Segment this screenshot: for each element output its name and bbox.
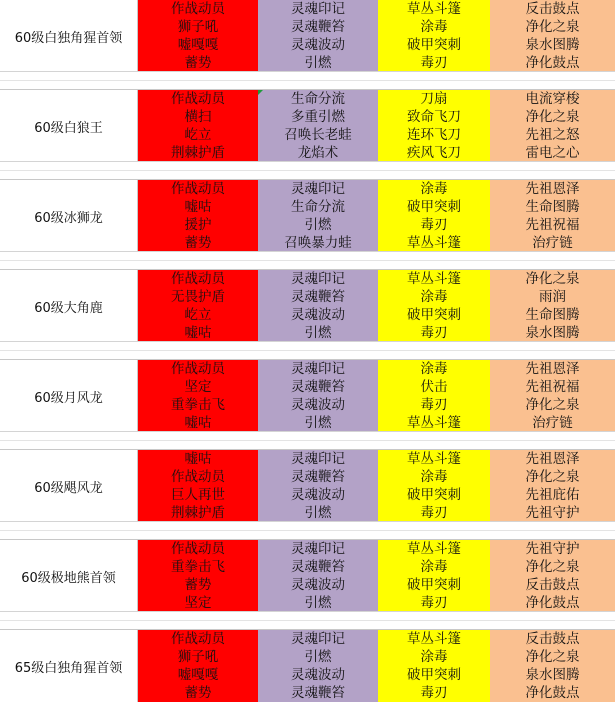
pet-row xyxy=(0,0,615,72)
skill-column-1 xyxy=(138,270,258,342)
skill-cell[interactable]: 引燃 xyxy=(304,649,332,665)
skill-cell[interactable]: 草丛斗篷 xyxy=(407,235,461,251)
skill-cell[interactable]: 先祖恩泽 xyxy=(525,361,580,377)
skill-column-3 xyxy=(378,450,490,522)
skill-column-2 xyxy=(258,180,378,252)
pet-name-cell[interactable]: 60级大角鹿 xyxy=(0,270,138,342)
spacer-row xyxy=(0,431,615,449)
skill-cell[interactable]: 灵魂印记 xyxy=(291,541,345,557)
skill-cell[interactable]: 净化之泉 xyxy=(525,559,580,575)
skill-cell[interactable]: 净化之泉 xyxy=(525,469,580,485)
skill-cell[interactable]: 净化鼓点 xyxy=(525,55,580,71)
skill-cell[interactable]: 灵魂印记 xyxy=(291,451,345,467)
skill-cell[interactable]: 致命飞刀 xyxy=(407,109,461,125)
pet-name-cell[interactable]: 60级月风龙 xyxy=(0,360,138,432)
skill-cell[interactable]: 坚定 xyxy=(184,595,212,611)
skill-cell[interactable]: 作战动员 xyxy=(171,181,225,197)
skill-cell[interactable]: 重拳击飞 xyxy=(171,397,225,413)
skill-cell[interactable]: 净化之泉 xyxy=(525,397,580,413)
skill-cell[interactable]: 破甲突刺 xyxy=(407,487,461,503)
pet-name-cell[interactable]: 65级白独角猩首领 xyxy=(0,630,138,702)
skill-cell[interactable]: 灵魂鞭笞 xyxy=(291,379,345,395)
skill-cell[interactable]: 毒刃 xyxy=(420,325,448,341)
skill-cell[interactable]: 灵魂鞭笞 xyxy=(291,289,345,305)
skill-column-4 xyxy=(490,630,615,702)
skill-cell[interactable]: 先祖祝福 xyxy=(525,379,580,395)
skill-cell[interactable]: 生命图腾 xyxy=(525,199,580,215)
pet-row xyxy=(0,269,615,342)
spacer-row xyxy=(0,521,615,539)
skill-cell[interactable]: 先祖庇佑 xyxy=(525,487,580,503)
skill-cell[interactable]: 涂毒 xyxy=(420,649,448,665)
skill-cell[interactable]: 泉水图腾 xyxy=(525,667,580,683)
comment-marker-icon xyxy=(258,90,263,95)
skill-cell[interactable]: 灵魂波动 xyxy=(291,307,345,323)
skill-cell[interactable]: 涂毒 xyxy=(420,559,448,575)
skill-cell[interactable]: 灵魂波动 xyxy=(291,487,345,503)
skill-column-2 xyxy=(258,450,378,522)
skill-cell[interactable]: 疾风飞刀 xyxy=(407,145,461,161)
spacer-row xyxy=(0,341,615,359)
skill-cell[interactable]: 作战动员 xyxy=(171,91,225,107)
pet-row xyxy=(0,539,615,612)
skill-cell[interactable]: 作战动员 xyxy=(171,631,225,647)
skill-column-1 xyxy=(138,630,258,702)
skill-column-1 xyxy=(138,0,258,72)
skill-column-4 xyxy=(490,0,615,72)
skill-column-1 xyxy=(138,360,258,432)
skill-cell[interactable]: 破甲突刺 xyxy=(407,577,461,593)
skill-cell[interactable]: 净化之泉 xyxy=(525,109,580,125)
skill-column-2 xyxy=(258,630,378,702)
pet-name-cell[interactable]: 60级飓风龙 xyxy=(0,450,138,522)
skill-cell[interactable]: 蓄势 xyxy=(184,235,212,251)
skill-cell[interactable]: 嘘咕 xyxy=(184,199,212,215)
spacer-row xyxy=(0,611,615,629)
skill-cell[interactable]: 引燃 xyxy=(304,595,332,611)
skill-cell[interactable]: 雨润 xyxy=(539,289,566,305)
skill-column-3 xyxy=(378,180,490,252)
skill-cell[interactable]: 毒刃 xyxy=(420,397,448,413)
skill-cell[interactable]: 涂毒 xyxy=(420,19,448,35)
spacer-row xyxy=(0,71,615,89)
skill-cell[interactable]: 泉水图腾 xyxy=(525,37,580,53)
skill-cell[interactable]: 龙焰术 xyxy=(297,145,339,161)
skill-cell[interactable]: 草丛斗篷 xyxy=(407,631,461,647)
skill-cell[interactable]: 荆棘护盾 xyxy=(171,505,225,521)
skill-column-2 xyxy=(258,360,378,432)
skill-cell[interactable]: 泉水图腾 xyxy=(525,325,580,341)
skill-cell[interactable]: 破甲突刺 xyxy=(407,667,461,683)
skill-cell[interactable]: 嘘咕 xyxy=(184,415,212,431)
skill-cell[interactable]: 灵魂波动 xyxy=(291,397,345,413)
skill-cell[interactable]: 先祖恩泽 xyxy=(525,451,580,467)
skill-cell[interactable]: 屹立 xyxy=(184,307,212,323)
skill-column-4 xyxy=(490,270,615,342)
skill-cell[interactable]: 先祖守护 xyxy=(525,505,580,521)
skill-cell[interactable]: 灵魂印记 xyxy=(291,181,345,197)
skill-cell[interactable]: 电流穿梭 xyxy=(525,91,580,107)
skill-cell[interactable]: 净化之泉 xyxy=(525,19,580,35)
skill-column-1 xyxy=(138,90,258,162)
skill-cell[interactable]: 引燃 xyxy=(304,325,332,341)
skill-cell[interactable]: 灵魂印记 xyxy=(291,1,345,17)
skill-cell[interactable]: 召唤长老蛙 xyxy=(284,127,352,143)
pet-row xyxy=(0,179,615,252)
skill-cell[interactable]: 涂毒 xyxy=(420,181,448,197)
skill-cell[interactable]: 净化之泉 xyxy=(525,649,580,665)
skill-cell[interactable]: 治疗链 xyxy=(532,415,573,431)
skill-column-3 xyxy=(378,0,490,72)
skill-cell[interactable]: 生命分流 xyxy=(291,199,345,215)
skill-cell[interactable]: 引燃 xyxy=(304,217,332,233)
skill-cell[interactable]: 草丛斗篷 xyxy=(407,451,461,467)
skill-cell[interactable]: 引燃 xyxy=(304,505,332,521)
skill-cell[interactable]: 灵魂印记 xyxy=(291,271,345,287)
skill-column-3 xyxy=(378,540,490,612)
skill-column-3 xyxy=(378,90,490,162)
skill-cell[interactable]: 灵魂印记 xyxy=(291,361,345,377)
skill-cell[interactable]: 灵魂鞭笞 xyxy=(291,685,345,701)
skill-cell[interactable]: 反击鼓点 xyxy=(525,1,580,17)
skill-cell[interactable]: 草丛斗篷 xyxy=(407,541,461,557)
skill-column-4 xyxy=(490,180,615,252)
skill-cell[interactable]: 灵魂波动 xyxy=(291,37,345,53)
skill-cell[interactable]: 反击鼓点 xyxy=(525,631,580,647)
skill-column-3 xyxy=(378,630,490,702)
skill-cell[interactable]: 净化鼓点 xyxy=(525,685,580,701)
pet-row xyxy=(0,629,615,702)
skill-column-3 xyxy=(378,360,490,432)
skill-column-2 xyxy=(258,270,378,342)
skill-cell[interactable]: 重拳击飞 xyxy=(171,559,225,575)
skill-cell[interactable]: 草丛斗篷 xyxy=(407,1,461,17)
skill-column-3 xyxy=(378,270,490,342)
skill-cell[interactable]: 先祖之怒 xyxy=(525,127,580,143)
skill-cell[interactable]: 作战动员 xyxy=(171,361,225,377)
skill-cell[interactable]: 刀扇 xyxy=(420,91,448,107)
spacer-row xyxy=(0,251,615,269)
skill-cell[interactable]: 先祖守护 xyxy=(525,541,580,557)
skill-cell[interactable]: 屹立 xyxy=(184,127,212,143)
skill-cell[interactable]: 作战动员 xyxy=(171,1,225,17)
skill-cell[interactable]: 召唤暴力蛙 xyxy=(284,235,352,251)
skill-cell[interactable]: 连环飞刀 xyxy=(407,127,461,143)
pet-name-cell[interactable]: 60级极地熊首领 xyxy=(0,540,138,612)
skill-cell[interactable]: 巨人再世 xyxy=(171,487,225,503)
pet-row xyxy=(0,449,615,522)
skill-cell[interactable]: 毒刃 xyxy=(420,55,448,71)
skill-cell[interactable]: 灵魂印记 xyxy=(291,631,345,647)
skill-cell[interactable]: 毒刃 xyxy=(420,685,448,701)
skill-cell[interactable]: 引燃 xyxy=(304,55,332,71)
skill-cell[interactable]: 灵魂鞭笞 xyxy=(291,19,345,35)
skill-cell[interactable]: 涂毒 xyxy=(420,361,448,377)
pet-name-cell[interactable]: 60级白独角猩首领 xyxy=(0,0,138,72)
skill-column-2 xyxy=(258,0,378,72)
skill-cell[interactable]: 破甲突刺 xyxy=(407,199,461,215)
pet-name-cell[interactable]: 60级冰狮龙 xyxy=(0,180,138,252)
skill-cell[interactable]: 蓄势 xyxy=(184,55,212,71)
spacer-row xyxy=(0,161,615,179)
skill-cell[interactable]: 伏击 xyxy=(420,379,448,395)
skill-cell[interactable]: 灵魂波动 xyxy=(291,577,345,593)
skill-cell[interactable]: 嘘咕 xyxy=(184,451,212,467)
skill-column-1 xyxy=(138,180,258,252)
skill-cell[interactable]: 蓄势 xyxy=(184,577,212,593)
pet-name-cell[interactable]: 60级白狼王 xyxy=(0,90,138,162)
skill-cell[interactable]: 破甲突刺 xyxy=(407,37,461,53)
skill-cell[interactable]: 灵魂鞭笞 xyxy=(291,559,345,575)
skill-cell[interactable]: 荆棘护盾 xyxy=(171,145,225,161)
skill-cell[interactable]: 作战动员 xyxy=(171,469,225,485)
skill-cell[interactable]: 灵魂鞭笞 xyxy=(291,469,345,485)
skill-cell[interactable]: 破甲突刺 xyxy=(407,307,461,323)
skill-cell[interactable]: 涂毒 xyxy=(420,289,448,305)
skill-cell[interactable]: 草丛斗篷 xyxy=(407,271,461,287)
skill-cell[interactable]: 引燃 xyxy=(304,415,332,431)
skill-cell[interactable]: 作战动员 xyxy=(171,271,225,287)
pet-row xyxy=(0,89,615,162)
skill-cell[interactable]: 嘘咕 xyxy=(184,325,212,341)
pet-row xyxy=(0,359,615,432)
skill-cell[interactable]: 毒刃 xyxy=(420,217,448,233)
skill-column-4 xyxy=(490,90,615,162)
skill-cell[interactable]: 狮子吼 xyxy=(177,19,219,35)
skill-cell[interactable]: 净化鼓点 xyxy=(525,595,580,611)
skill-cell[interactable]: 涂毒 xyxy=(420,469,448,485)
skill-column-1 xyxy=(138,540,258,612)
skill-cell[interactable]: 横扫 xyxy=(184,109,212,125)
skill-cell[interactable]: 雷电之心 xyxy=(525,145,580,161)
skill-cell[interactable]: 毒刃 xyxy=(420,505,448,521)
skill-column-1 xyxy=(138,450,258,522)
skill-cell[interactable]: 反击鼓点 xyxy=(525,577,580,593)
skill-cell[interactable]: 狮子吼 xyxy=(177,649,219,665)
skill-cell[interactable]: 先祖恩泽 xyxy=(525,181,580,197)
skill-cell[interactable]: 灵魂波动 xyxy=(291,667,345,683)
skill-column-4 xyxy=(490,360,615,432)
skill-cell[interactable]: 多重引燃 xyxy=(291,109,345,125)
skill-column-2 xyxy=(258,90,378,162)
skill-cell[interactable]: 毒刃 xyxy=(420,595,448,611)
skill-cell[interactable]: 嘘嘎嘎 xyxy=(177,667,219,683)
skill-cell[interactable]: 草丛斗篷 xyxy=(407,415,461,431)
skill-cell[interactable]: 坚定 xyxy=(184,379,212,395)
skill-column-2 xyxy=(258,540,378,612)
skill-cell[interactable]: 先祖祝福 xyxy=(525,217,580,233)
skill-cell[interactable]: 无畏护盾 xyxy=(171,289,225,305)
skill-cell[interactable]: 生命分流 xyxy=(291,91,345,107)
skill-column-4 xyxy=(490,450,615,522)
skill-cell[interactable]: 生命图腾 xyxy=(525,307,580,323)
skill-cell[interactable]: 净化之泉 xyxy=(525,271,580,287)
skill-cell[interactable]: 援护 xyxy=(184,217,212,233)
skill-cell[interactable]: 治疗链 xyxy=(532,235,573,251)
skill-column-4 xyxy=(490,540,615,612)
skill-cell[interactable]: 作战动员 xyxy=(171,541,225,557)
skill-cell[interactable]: 嘘嘎嘎 xyxy=(177,37,219,53)
skill-cell[interactable]: 蓄势 xyxy=(184,685,212,701)
